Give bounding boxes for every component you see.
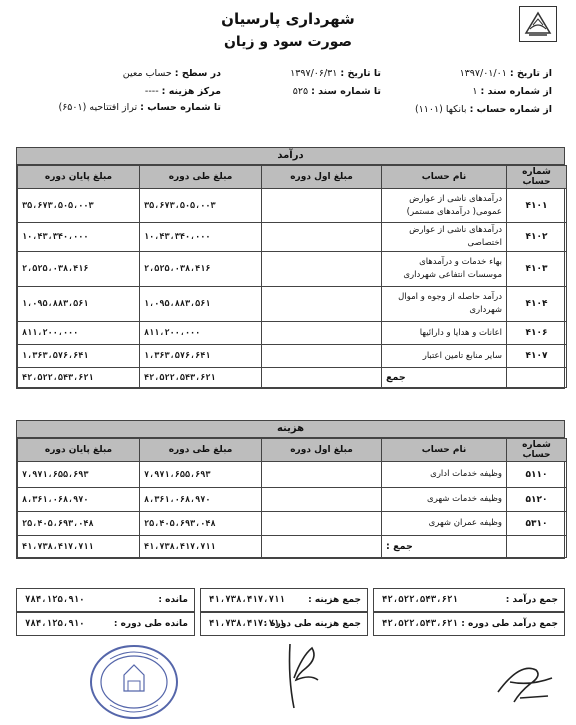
- closing-amount: ۷،۹۷۱،۶۵۵،۶۹۳: [18, 462, 140, 488]
- official-stamp: [88, 643, 180, 721]
- income-period-value: ۴۲،۵۲۲،۵۴۳،۶۲۱: [382, 619, 458, 629]
- income-total-row: [18, 368, 567, 388]
- col-opening: مبلغ اول دوره: [262, 439, 382, 462]
- during-amount: ۸،۳۶۱،۰۶۸،۹۷۰: [140, 488, 262, 512]
- col-code: شماره حساب: [507, 166, 567, 189]
- income-period-label: جمع درآمد طی دوره :: [461, 619, 558, 629]
- income-table: [17, 165, 567, 388]
- total-during: ۴۱،۷۳۸،۴۱۷،۷۱۱: [140, 536, 262, 558]
- expense-header-row: [18, 439, 567, 462]
- account-code: ۴۱۰۲: [507, 223, 567, 252]
- expense-period-value: ۴۱،۷۳۸،۴۱۷،۷۱۱: [209, 619, 285, 629]
- expense-total-box: [200, 588, 368, 612]
- total-during: ۴۲،۵۲۲،۵۴۳،۶۲۱: [140, 368, 262, 388]
- opening-amount: [262, 345, 382, 368]
- opening-amount: [262, 512, 382, 536]
- income-total-label: جمع درآمد :: [505, 595, 558, 605]
- to-date: تا تاریخ : ۱۳۹۷/۰۶/۳۱: [290, 68, 381, 79]
- income-period-box: [373, 612, 565, 636]
- total-label: جمع: [382, 368, 507, 388]
- opening-amount: [262, 462, 382, 488]
- expense-period-label: جمع هزینه طی دوره :: [263, 619, 361, 629]
- balance-period-label: مانده طی دوره :: [113, 619, 188, 629]
- col-during: مبلغ طی دوره: [140, 439, 262, 462]
- table-row: [18, 345, 567, 368]
- from-account: از شماره حساب : بانکها (۱۱۰۱): [414, 104, 552, 115]
- during-amount: ۱،۳۶۳،۵۷۶،۶۴۱: [140, 345, 262, 368]
- closing-amount: ۸،۳۶۱،۰۶۸،۹۷۰: [18, 488, 140, 512]
- balance-period-box: [16, 612, 195, 636]
- col-closing: مبلغ پایان دوره: [18, 439, 140, 462]
- closing-amount: ۱۰،۴۳،۳۴۰،۰۰۰: [18, 223, 140, 252]
- expense-title: هزینه: [17, 421, 564, 438]
- account-code: ۵۳۱۰: [507, 512, 567, 536]
- total-closing: ۴۱،۷۳۸،۴۱۷،۷۱۱: [18, 536, 140, 558]
- signature-1: [268, 638, 328, 710]
- account-name: درآمد حاصله از وجوه و اموال شهرداری: [382, 287, 507, 322]
- expense-section: [16, 420, 565, 559]
- closing-amount: ۸۱۱،۲۰۰،۰۰۰: [18, 322, 140, 345]
- table-row: [18, 223, 567, 252]
- opening-amount: [262, 223, 382, 252]
- account-name: بهاء خدمات و درآمدهای موسسات انتفاعی شهرداری: [382, 252, 507, 287]
- balance-box: [16, 588, 195, 612]
- total-label: جمع :: [382, 536, 507, 558]
- col-code: شماره حساب: [507, 439, 567, 462]
- col-during: مبلغ طی دوره: [140, 166, 262, 189]
- table-row: [18, 488, 567, 512]
- account-code: ۴۱۰۴: [507, 287, 567, 322]
- during-amount: ۲،۵۲۵،۰۳۸،۴۱۶: [140, 252, 262, 287]
- during-amount: ۸۱۱،۲۰۰،۰۰۰: [140, 322, 262, 345]
- account-name: سایر منابع تامین اعتبار: [382, 345, 507, 368]
- closing-amount: ۲۵،۴۰۵،۶۹۳،۰۴۸: [18, 512, 140, 536]
- balance-value: ۷۸۴،۱۲۵،۹۱۰: [25, 595, 85, 605]
- closing-amount: ۱،۳۶۳،۵۷۶،۶۴۱: [18, 345, 140, 368]
- income-section: [16, 147, 565, 389]
- signature-2: [490, 652, 560, 712]
- income-header-row: [18, 166, 567, 189]
- org-title: شهرداری پارسیان: [221, 10, 355, 28]
- opening-amount: [262, 252, 382, 287]
- income-total-value: ۴۲،۵۲۲،۵۴۳،۶۲۱: [382, 595, 458, 605]
- expense-total-row: [18, 536, 567, 558]
- account-name: وظیفه خدمات اداری: [382, 462, 507, 488]
- to-doc: تا شماره سند : ۵۲۵: [292, 86, 381, 97]
- opening-amount: [262, 322, 382, 345]
- table-row: [18, 512, 567, 536]
- opening-amount: [262, 488, 382, 512]
- expense-total-value: ۴۱،۷۳۸،۴۱۷،۷۱۱: [209, 595, 285, 605]
- from-date: از تاریخ : ۱۳۹۷/۰۱/۰۱: [459, 68, 552, 79]
- table-row: [18, 189, 567, 223]
- table-row: [18, 462, 567, 488]
- total-closing: ۴۲،۵۲۲،۵۴۳،۶۲۱: [18, 368, 140, 388]
- account-name: اعانات و هدایا و دارائیها: [382, 322, 507, 345]
- income-title: درآمد: [17, 148, 564, 165]
- col-name: نام حساب: [382, 439, 507, 462]
- income-total-box: [373, 588, 565, 612]
- during-amount: ۷،۹۷۱،۶۵۵،۶۹۳: [140, 462, 262, 488]
- to-account: تا شماره حساب : تراز افتتاحیه (۶۵۰۱): [58, 102, 221, 113]
- account-code: ۴۱۰۷: [507, 345, 567, 368]
- closing-amount: ۱،۰۹۵،۸۸۳،۵۶۱: [18, 287, 140, 322]
- from-doc: از شماره سند : ۱: [472, 86, 552, 97]
- cost-center: مرکز هزینه : ----: [144, 86, 221, 97]
- account-code: ۵۱۱۰: [507, 462, 567, 488]
- col-opening: مبلغ اول دوره: [262, 166, 382, 189]
- account-name: درآمدهای ناشی از عوارض اختصاصی: [382, 223, 507, 252]
- col-name: نام حساب: [382, 166, 507, 189]
- expense-total-label: جمع هزینه :: [308, 595, 361, 605]
- col-closing: مبلغ پایان دوره: [18, 166, 140, 189]
- table-row: [18, 252, 567, 287]
- during-amount: ۱۰،۴۳،۳۴۰،۰۰۰: [140, 223, 262, 252]
- account-code: ۵۱۲۰: [507, 488, 567, 512]
- balance-period-value: ۷۸۴،۱۲۵،۹۱۰: [25, 619, 85, 629]
- during-amount: ۳۵،۶۷۳،۵۰۵،۰۰۳: [140, 189, 262, 223]
- opening-amount: [262, 287, 382, 322]
- expense-table: [17, 438, 567, 558]
- opening-amount: [262, 189, 382, 223]
- balance-label: مانده :: [158, 595, 188, 605]
- table-row: [18, 322, 567, 345]
- account-code: ۴۱۰۳: [507, 252, 567, 287]
- account-name: وظیفه عمران شهری: [382, 512, 507, 536]
- closing-amount: ۲،۵۲۵،۰۳۸،۴۱۶: [18, 252, 140, 287]
- level: در سطح : حساب معین: [122, 68, 221, 79]
- account-code: ۴۱۰۱: [507, 189, 567, 223]
- account-name: وظیفه خدمات شهری: [382, 488, 507, 512]
- report-title: صورت سود و زیان: [223, 34, 352, 50]
- closing-amount: ۳۵،۶۷۳،۵۰۵،۰۰۳: [18, 189, 140, 223]
- during-amount: ۲۵،۴۰۵،۶۹۳،۰۴۸: [140, 512, 262, 536]
- expense-period-box: [200, 612, 368, 636]
- account-name: درآمدهای ناشی از عوارض عمومی( درآمدهای مستمر): [382, 189, 507, 223]
- during-amount: ۱،۰۹۵،۸۸۳،۵۶۱: [140, 287, 262, 322]
- table-row: [18, 287, 567, 322]
- account-code: ۴۱۰۶: [507, 322, 567, 345]
